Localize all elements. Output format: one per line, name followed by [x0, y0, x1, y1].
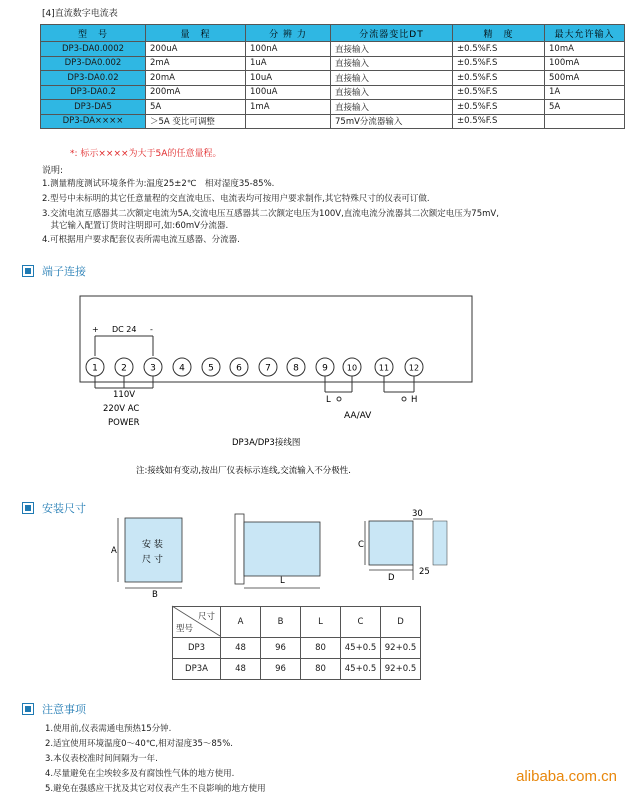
- spec-cell: DP3-DA0.2: [41, 85, 146, 100]
- spec-table-caption: [4]直流数字电流表: [42, 9, 118, 19]
- header-range: 量 程: [146, 25, 246, 42]
- dim-corner-top: 尺寸: [197, 612, 215, 622]
- dim-cell: 92+0.5: [381, 659, 421, 680]
- dc-minus-label: -: [150, 325, 153, 334]
- spec-cell: 直接输入: [331, 100, 453, 115]
- terminal-pin-label: 1: [92, 363, 98, 374]
- dim-cell: 96: [261, 638, 301, 659]
- terminal-pin-label: 12: [408, 363, 420, 373]
- notice-line: 2.适宜使用环境温度0～40℃,相对湿度35～85%.: [45, 739, 233, 749]
- explanation-line: 1.测量精度测试环境条件为:温度25±2℃ 相对湿度35-85%.: [42, 179, 275, 189]
- terminal-pin-label: 5: [208, 363, 214, 374]
- notice-line: 5.避免在强感应干扰及其它对仪表产生不良影响的地方使用: [45, 784, 266, 794]
- dim-cell: DP3A: [173, 659, 221, 680]
- front-panel: [125, 518, 182, 582]
- front-label-2: 尺 寸: [142, 555, 163, 565]
- dim-corner-cell: [173, 607, 221, 638]
- spec-cell: DP3-DA5: [41, 100, 146, 115]
- spec-cell: 直接输入: [331, 42, 453, 57]
- spec-cell: 10uA: [246, 71, 331, 86]
- terminal-heading-text: 端子连接: [42, 265, 86, 278]
- explanation-line: 3.交流电流互感器其二次额定电流为5A,交流电压互感器其二次额定电压为100V,直流电流分流器其二次额定电压为75mV,: [42, 209, 499, 219]
- power-110v: 110V: [113, 390, 136, 400]
- spec-cell: ±0.5%F.S: [453, 42, 545, 57]
- spec-cell: 500mA: [545, 71, 625, 86]
- dim-cell: 48: [221, 659, 261, 680]
- notice-heading: [22, 701, 86, 717]
- side-bezel: [235, 514, 244, 584]
- dim-corner-bottom: 型号: [176, 624, 194, 634]
- dim-30-label: 30: [412, 509, 423, 519]
- header-model: 型 号: [41, 25, 146, 42]
- dc-24-label: DC 24: [112, 325, 137, 334]
- spec-cell: 5A: [146, 100, 246, 115]
- dim-cell: 45+0.5: [341, 638, 381, 659]
- header-resolution: 分 辨 力: [246, 25, 331, 42]
- dimension-table: [172, 606, 421, 680]
- spec-cell: 1A: [545, 85, 625, 100]
- terminal-pin-label: 8: [293, 363, 299, 374]
- cutout-panel: [369, 521, 413, 565]
- spec-cell: 100nA: [246, 42, 331, 57]
- spec-cell: 100uA: [246, 85, 331, 100]
- spec-cell: 100mA: [545, 56, 625, 71]
- section-square-icon: [22, 703, 34, 715]
- dim-header-c: C: [341, 607, 381, 638]
- dim-a-label: A: [111, 546, 117, 556]
- spec-cell: 200uA: [146, 42, 246, 57]
- spec-cell: 20mA: [146, 71, 246, 86]
- spec-cell: 10mA: [545, 42, 625, 57]
- dim-cell: 96: [261, 659, 301, 680]
- notice-line: 1.使用前,仪表需通电预热15分钟.: [45, 724, 172, 734]
- dim-header-d: D: [381, 607, 421, 638]
- terminal-note: 注:接线如有变动,按出厂仪表标示连线,交流输入不分极性.: [136, 466, 351, 476]
- spec-cell: 直接输入: [331, 71, 453, 86]
- spec-cell: ±0.5%F.S: [453, 71, 545, 86]
- terminal-caption: DP3A/DP3接线图: [232, 438, 301, 448]
- spec-cell: 1uA: [246, 56, 331, 71]
- notice-line: 3.本仪表校准时间间隔为一年.: [45, 754, 158, 764]
- power-220v: 220V AC: [103, 404, 140, 414]
- terminal-pin-label: 3: [150, 363, 156, 374]
- dim-header-l: L: [301, 607, 341, 638]
- power-label: POWER: [108, 418, 140, 428]
- spec-cell: DP3-DA0.0002: [41, 42, 146, 57]
- dim-25-label: 25: [419, 567, 430, 577]
- dim-cell: 80: [301, 638, 341, 659]
- spec-cell: ±0.5%F.S: [453, 100, 545, 115]
- install-heading: [22, 500, 86, 516]
- notice-heading-text: 注意事项: [42, 703, 86, 716]
- terminal-h-dot: [402, 397, 406, 401]
- install-heading-text: 安装尺寸: [42, 502, 86, 515]
- dim-header-a: A: [221, 607, 261, 638]
- aa-av-label: AA/AV: [344, 411, 372, 421]
- terminal-pin-label: 9: [322, 363, 328, 374]
- spec-cell: 5A: [545, 100, 625, 115]
- terminal-pin-label: 7: [265, 363, 271, 374]
- dim-l-label: L: [280, 576, 285, 586]
- spec-cell: DP3-DA0.002: [41, 56, 146, 71]
- dim-cell: 80: [301, 659, 341, 680]
- explanation-line: 2.型号中未标明的其它任意量程的交直流电压、电流表均可按用户要求制作,其它特殊尺寸的仪表可订做.: [42, 194, 430, 204]
- spec-note: *: 标示××××为大于5A的任意量程。: [70, 149, 222, 159]
- spec-cell: 1mA: [246, 100, 331, 115]
- explanation-title: 说明:: [42, 166, 64, 176]
- dim-cell: 92+0.5: [381, 638, 421, 659]
- dc-plus-label: +: [92, 325, 99, 334]
- notice-line: 4.尽量避免在尘埃较多及有腐蚀性气体的地方使用.: [45, 769, 235, 779]
- explanation-line: 其它输入配置订货时注明即可,如:60mV分流器.: [42, 221, 229, 231]
- explanation-line: 4.可根据用户要求配套仪表所需电流互感器、分流器.: [42, 235, 240, 245]
- terminal-pin-label: 10: [346, 363, 358, 373]
- dim-d-label: D: [388, 573, 395, 583]
- dim-cell: DP3: [173, 638, 221, 659]
- terminal-pin-label: 4: [179, 363, 185, 374]
- terminal-pin-label: 6: [236, 363, 242, 374]
- watermark: alibaba.com.cn: [516, 768, 617, 785]
- header-accuracy: 精 度: [453, 25, 545, 42]
- dim-row: [173, 659, 421, 680]
- header-max-input: 最大允许输入: [545, 25, 625, 42]
- dim-cell: 45+0.5: [341, 659, 381, 680]
- dim-header-b: B: [261, 607, 301, 638]
- side-body: [244, 522, 320, 576]
- spec-cell: ±0.5%F.S: [453, 114, 545, 129]
- dim-c-label: C: [358, 540, 364, 550]
- section-square-icon: [22, 502, 34, 514]
- terminal-l-label: L: [326, 395, 331, 405]
- terminal-pin-label: 2: [121, 363, 127, 374]
- spec-cell: ±0.5%F.S: [453, 56, 545, 71]
- spec-cell: DP3-DA0.02: [41, 71, 146, 86]
- spec-cell: 75mV分流器输入: [331, 114, 453, 129]
- terminal-pin-label: 11: [378, 363, 390, 373]
- terminal-l-dot: [337, 397, 341, 401]
- spec-cell: 200mA: [146, 85, 246, 100]
- spec-cell: 2mA: [146, 56, 246, 71]
- dim-header-row: [173, 607, 421, 638]
- front-label-1: 安 装: [142, 540, 163, 550]
- dim-b-label: B: [152, 590, 158, 600]
- cutout-side: [433, 521, 447, 565]
- dim-row: [173, 638, 421, 659]
- spec-cell: ±0.5%F.S: [453, 85, 545, 100]
- spec-cell: 直接输入: [331, 85, 453, 100]
- dim-cell: 48: [221, 638, 261, 659]
- header-shunt-ratio: 分流器变比DT: [331, 25, 453, 42]
- spec-cell: DP3-DA××××: [41, 114, 146, 129]
- spec-cell: ＞5A 变比可调整: [146, 114, 246, 129]
- terminal-h-label: H: [411, 395, 418, 405]
- spec-cell: 直接输入: [331, 56, 453, 71]
